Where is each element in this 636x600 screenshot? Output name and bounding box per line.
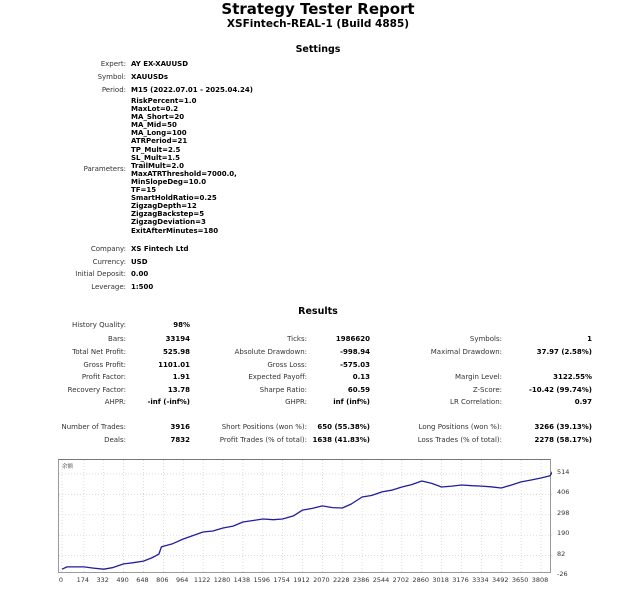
- y-tick-label: -26: [557, 570, 568, 578]
- chart-corner-label: 余额: [62, 464, 74, 470]
- profit-trades-value: 1638 (41.83%): [312, 436, 370, 444]
- expected-payoff-label: Expected Payoff:: [248, 373, 307, 381]
- parameter-item: MaxLot=0.2: [131, 105, 179, 114]
- company-label: Company:: [90, 245, 126, 253]
- parameter-item: SL_Mult=1.5: [131, 153, 180, 162]
- total-net-profit-value: 525.98: [162, 348, 190, 356]
- parameters-list: [131, 97, 237, 235]
- absolute-drawdown-label: Absolute Drawdown:: [234, 348, 307, 356]
- currency-label: Currency:: [92, 258, 126, 266]
- currency-value: USD: [131, 258, 148, 266]
- loss-trades-label: Loss Trades (% of total):: [417, 436, 502, 444]
- settings-section-title: Settings: [295, 44, 341, 55]
- balance-line: [62, 471, 552, 569]
- parameter-item: MA_Mid=50: [131, 121, 177, 130]
- parameter-item: ZigzagBackstep=5: [131, 210, 205, 219]
- parameter-item: TP_Mult=2.5: [131, 145, 181, 154]
- symbol-value: XAUUSDs: [131, 73, 168, 81]
- period-value: M15 (2022.07.01 - 2025.04.24): [131, 86, 253, 94]
- y-tick-label: 298: [557, 508, 570, 517]
- margin-level-value: 3122.55%: [553, 373, 592, 381]
- history-quality-label: History Quality:: [72, 321, 126, 329]
- balance-chart: [58, 459, 551, 573]
- y-tick-label: 514: [557, 468, 570, 476]
- symbols-value: 1: [587, 335, 592, 343]
- x-tick-label: 490: [116, 576, 129, 584]
- parameter-item: MA_Short=20: [131, 113, 185, 122]
- long-positions-value: 3266 (39.13%): [534, 423, 592, 431]
- x-tick-label: 1280: [213, 576, 231, 584]
- ahpr-label: AHPR:: [104, 398, 126, 406]
- x-tick-label: 2386: [352, 576, 370, 584]
- x-tick-label: 2544: [372, 576, 390, 584]
- x-tick-label: 2070: [313, 576, 330, 584]
- x-tick-label: 1438: [233, 576, 251, 584]
- gross-loss-label: Gross Loss:: [267, 361, 307, 369]
- initial-deposit-value: 0.00: [131, 270, 149, 278]
- z-score-value: -10.42 (99.74%): [528, 386, 592, 394]
- ticks-label: Ticks:: [287, 335, 307, 343]
- balance-chart-plot: [59, 460, 552, 574]
- sharpe-ratio-value: 60.59: [347, 386, 370, 394]
- parameter-item: MaxATRThreshold=7000.0,: [131, 169, 237, 178]
- x-tick-label: 964: [176, 576, 189, 584]
- x-tick-label: 1122: [193, 576, 211, 584]
- x-tick-label: 2228: [332, 576, 350, 584]
- company-value: XS Fintech Ltd: [131, 245, 189, 253]
- number-of-trades-label: Number of Trades:: [61, 423, 126, 431]
- symbol-label: Symbol:: [97, 73, 126, 81]
- parameter-item: ExitAfterMinutes=180: [131, 226, 219, 235]
- initial-deposit-label: Initial Deposit:: [75, 270, 126, 278]
- gross-profit-label: Gross Profit:: [83, 361, 126, 369]
- short-positions-value: 650 (55.38%): [317, 423, 370, 431]
- parameter-item: RiskPercent=1.0: [131, 97, 197, 105]
- ghpr-label: GHPR:: [285, 398, 307, 406]
- x-tick-label: 3808: [531, 576, 549, 584]
- maximal-drawdown-value: 37.97 (2.58%): [536, 348, 592, 356]
- period-label: Period:: [101, 86, 126, 94]
- y-tick-label: 190: [557, 529, 570, 538]
- parameter-item: ZigzagDepth=12: [131, 202, 197, 211]
- parameter-item: ZigzagDeviation=3: [131, 218, 206, 227]
- results-section-title: Results: [298, 306, 338, 317]
- parameter-item: MA_Long=100: [131, 129, 187, 138]
- bars-label: Bars:: [108, 335, 126, 343]
- parameters-label: Parameters:: [83, 165, 126, 173]
- sharpe-ratio-label: Sharpe Ratio:: [259, 386, 307, 394]
- number-of-trades-value: 3916: [170, 423, 190, 431]
- x-tick-label: 3334: [472, 576, 489, 584]
- x-tick-label: 1912: [293, 576, 310, 584]
- lr-correlation-label: LR Correlation:: [450, 398, 502, 406]
- x-tick-label: 3018: [432, 576, 449, 584]
- x-tick-label: 1596: [253, 576, 271, 584]
- expert-label: Expert:: [100, 60, 126, 68]
- parameter-item: TrailMult=2.0: [131, 161, 184, 170]
- parameter-item: ATRPeriod=21: [131, 137, 188, 146]
- profit-trades-label: Profit Trades (% of total):: [219, 436, 307, 444]
- ticks-value: 1986620: [335, 335, 370, 343]
- lr-correlation-value: 0.97: [574, 398, 592, 406]
- x-tick-label: 2860: [412, 576, 430, 584]
- expert-value: AY EX-XAUUSD: [131, 60, 189, 68]
- deals-value: 7832: [170, 436, 190, 444]
- z-score-label: Z-Score:: [472, 386, 502, 394]
- x-tick-label: 174: [76, 576, 90, 584]
- leverage-value: 1:500: [131, 283, 154, 291]
- expected-payoff-value: 0.13: [352, 373, 370, 381]
- profit-factor-label: Profit Factor:: [81, 373, 126, 381]
- y-tick-label: 406: [557, 488, 570, 497]
- report-subtitle: XSFintech-REAL-1 (Build 4885): [226, 18, 410, 30]
- parameter-item: TF=15: [131, 186, 157, 195]
- total-net-profit-label: Total Net Profit:: [72, 348, 126, 356]
- parameter-item: MinSlopeDeg=10.0: [131, 177, 207, 186]
- absolute-drawdown-value: -998.94: [340, 348, 370, 356]
- gross-profit-value: 1101.01: [158, 361, 190, 369]
- report-title: Strategy Tester Report: [221, 0, 415, 18]
- gross-loss-value: -575.03: [340, 361, 370, 369]
- bars-value: 33194: [165, 335, 190, 343]
- y-tick-label: 82: [557, 549, 566, 558]
- long-positions-label: Long Positions (won %):: [418, 423, 502, 431]
- profit-factor-value: 1.91: [172, 373, 190, 381]
- x-tick-label: 3650: [511, 576, 529, 584]
- x-tick-label: 0: [58, 576, 64, 584]
- x-tick-label: 806: [156, 576, 169, 584]
- history-quality-value: 98%: [173, 321, 190, 329]
- ghpr-value: inf (inf%): [333, 398, 370, 406]
- loss-trades-value: 2278 (58.17%): [534, 436, 592, 444]
- x-tick-label: 332: [96, 576, 109, 584]
- parameter-item: SmartHoldRatio=0.25: [131, 194, 217, 203]
- x-tick-label: 2702: [392, 576, 410, 584]
- recovery-factor-label: Recovery Factor:: [67, 386, 126, 394]
- leverage-label: Leverage:: [91, 283, 126, 291]
- maximal-drawdown-label: Maximal Drawdown:: [430, 348, 502, 356]
- ahpr-value: -inf (-inf%): [147, 398, 190, 406]
- x-tick-label: 1754: [273, 576, 290, 584]
- x-tick-label: 3176: [452, 576, 469, 584]
- deals-label: Deals:: [104, 436, 126, 444]
- x-tick-label: 3492: [491, 576, 509, 584]
- x-tick-label: 648: [136, 576, 149, 584]
- margin-level-label: Margin Level:: [455, 373, 502, 381]
- short-positions-label: Short Positions (won %):: [221, 423, 307, 431]
- symbols-label: Symbols:: [469, 335, 502, 343]
- recovery-factor-value: 13.78: [167, 386, 190, 394]
